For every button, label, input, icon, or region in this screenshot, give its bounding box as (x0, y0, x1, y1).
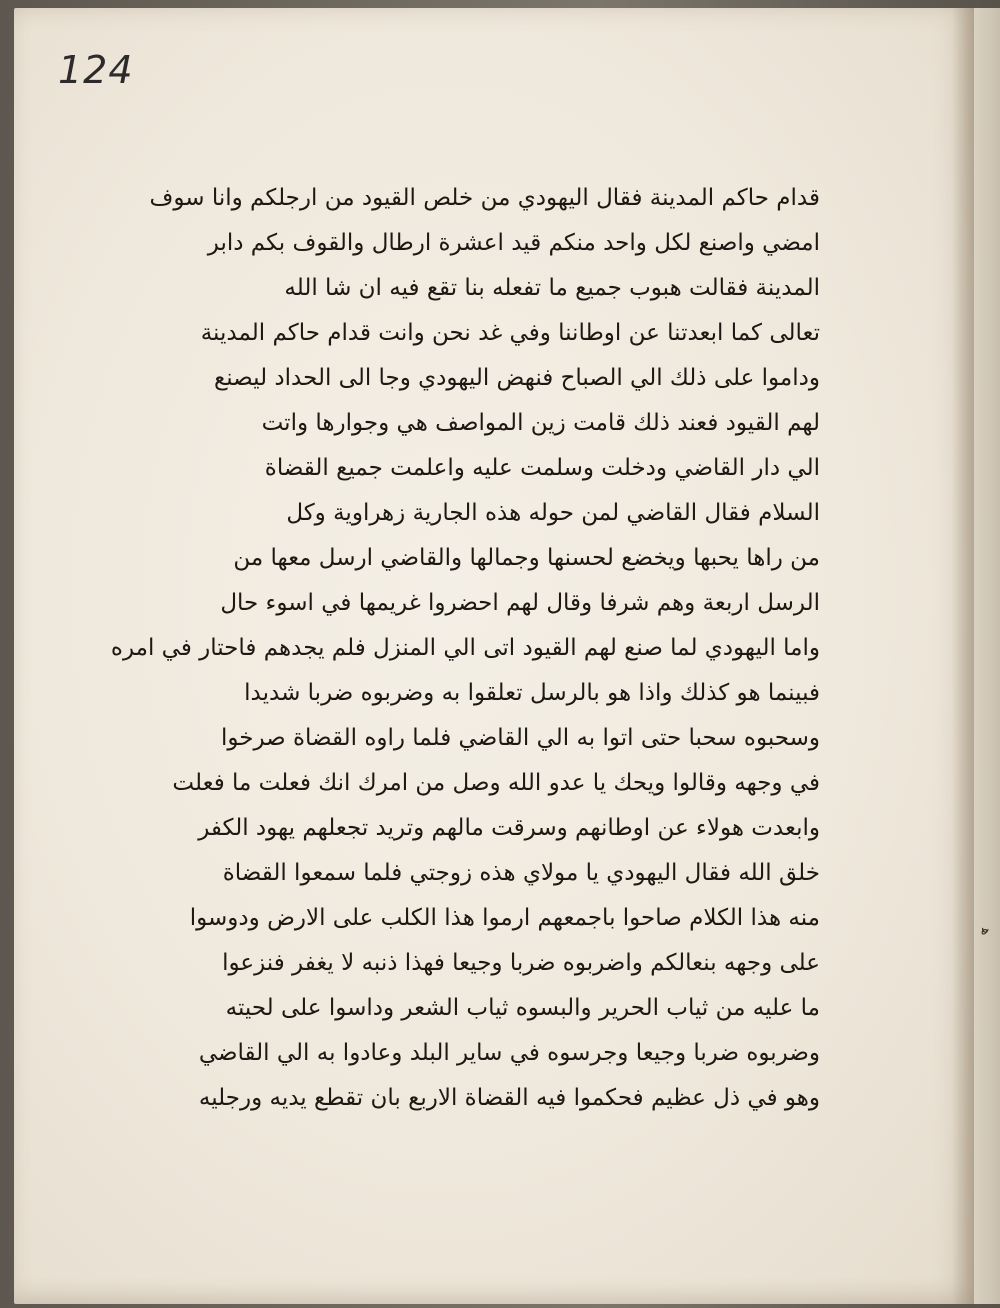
folio-number: 124 (58, 48, 134, 92)
manuscript-page (14, 8, 974, 1304)
manuscript-line: السلام فقال القاضي لمن حوله هذه الجارية زهراوية وكل (286, 500, 820, 526)
adjacent-page-edge (973, 8, 1000, 1304)
manuscript-line: المدينة فقالت هبوب جميع ما تفعله بنا تقع فيه ان شا الله (284, 275, 820, 301)
page-gutter-shadow (952, 8, 974, 1304)
manuscript-line: وسحبوه سحبا حتى اتوا به الي القاضي فلما راوه القضاة صرخوا (220, 725, 820, 751)
manuscript-line: وهو في ذل عظيم فحكموا فيه القضاة الاربع بان تقطع يديه ورجليه (198, 1085, 820, 1111)
manuscript-line: واما اليهودي لما صنع لهم القيود اتى الي المنزل فلم يجدهم فاحتار في امره (110, 635, 820, 661)
manuscript-line: منه هذا الكلام صاحوا باجمعهم ارموا هذا الكلب على الارض ودوسوا (189, 905, 820, 931)
manuscript-line: تعالى كما ابعدتنا عن اوطاننا وفي غد نحن وانت قدام حاكم المدينة (200, 320, 820, 346)
manuscript-line: وضربوه ضربا وجيعا وجرسوه في ساير البلد وعادوا به الي القاضي (198, 1040, 820, 1066)
manuscript-text-block (110, 176, 820, 1121)
manuscript-line: امضي واصنع لكل واحد منكم قيد اعشرة ارطال والقوف بكم دابر (207, 230, 820, 256)
adjacent-page-fragment: ه‍ (978, 928, 994, 936)
manuscript-line: فبينما هو كذلك واذا هو بالرسل تعلقوا به وضربوه ضربا شديدا (244, 680, 820, 706)
manuscript-line: من راها يحبها ويخضع لحسنها وجمالها والقاضي ارسل معها من (233, 545, 820, 571)
manuscript-line: الرسل اربعة وهم شرفا وقال لهم احضروا غريمها في اسوء حال (220, 590, 820, 616)
manuscript-line: خلق الله فقال اليهودي يا مولاي هذه زوجتي فلما سمعوا القضاة (222, 860, 820, 886)
manuscript-line: ما عليه من ثياب الحرير والبسوه ثياب الشعر وداسوا على لحيته (225, 995, 820, 1021)
manuscript-line: لهم القيود فعند ذلك قامت زين المواصف هي وجوارها واتت (261, 410, 820, 436)
manuscript-line: وابعدت هولاء عن اوطانهم وسرقت مالهم وتريد تجعلهم يهود الكفر (198, 815, 820, 841)
manuscript-line: وداموا على ذلك الي الصباح فنهض اليهودي وجا الى الحداد ليصنع (214, 365, 820, 391)
manuscript-line: الي دار القاضي ودخلت وسلمت عليه واعلمت جميع القضاة (264, 455, 820, 481)
manuscript-line: على وجهه بنعالكم واضربوه ضربا وجيعا فهذا ذنبه لا يغفر فنزعوا (222, 950, 820, 976)
manuscript-line: في وجهه وقالوا ويحك يا عدو الله وصل من امرك انك فعلت ما فعلت (172, 770, 820, 796)
manuscript-line: قدام حاكم المدينة فقال اليهودي من خلص القيود من ارجلكم وانا سوف (149, 185, 820, 211)
